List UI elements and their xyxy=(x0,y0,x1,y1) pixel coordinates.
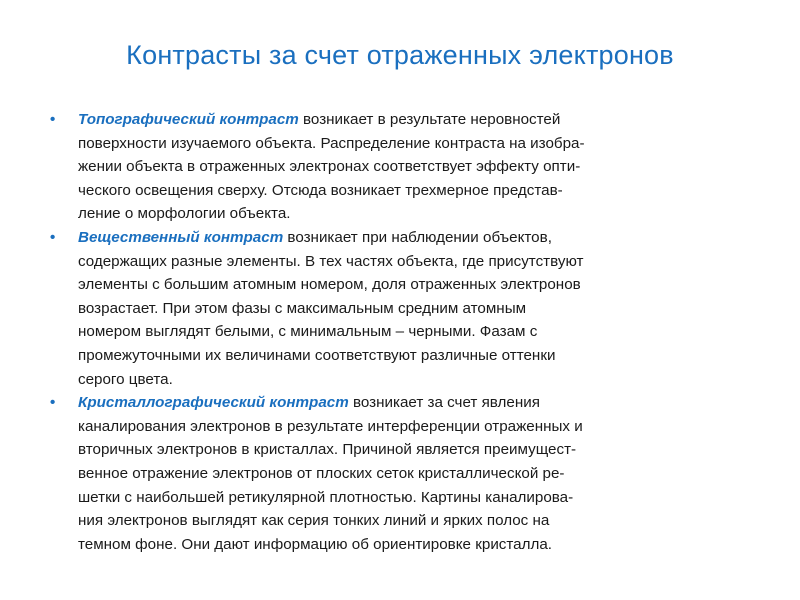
bullet-dot-icon: • xyxy=(50,394,56,412)
bullet-line: шетки с наибольшей ретикулярной плотностью. Картины каналирова- xyxy=(78,488,574,506)
bullet-line: серого цвета. xyxy=(78,370,173,388)
bullet-line: содержащих разные элементы. В тех частях объекта, где присутствуют xyxy=(78,252,584,270)
term-topographic: Топографический контраст xyxy=(78,111,299,128)
term-crystallographic: Кристаллографический контраст xyxy=(78,394,349,412)
term-material: Вещественный контраст xyxy=(78,228,284,246)
bullet-line xyxy=(78,108,760,132)
bullet-line: жении объекта в отраженных электронах соответствует эффекту опти- xyxy=(78,158,581,176)
slide-title: Контрасты за счет отраженных электронов xyxy=(126,40,674,70)
bullet-line: венное отражение электронов от плоских сеток кристаллической ре- xyxy=(78,464,565,482)
bullet-line: темном фоне. Они дают информацию об ориентировке кристалла. xyxy=(78,535,553,553)
bullet-line: каналирования электронов в результате интерференции отраженных и xyxy=(78,417,583,435)
bullet-text: возникает в результате неровностей xyxy=(298,111,561,128)
bullet-line: вторичных электронов в кристаллах. Причиной является преимущест- xyxy=(78,441,577,459)
bullet-line: возрастает. При этом фазы с максимальным средним атомным xyxy=(78,299,527,317)
bullet-line: номером выглядят белыми, с минимальным – черными. Фазам с xyxy=(78,323,538,341)
bullet-line xyxy=(78,226,760,250)
bullet-item-topographic xyxy=(48,108,760,226)
bullet-dot-icon: • xyxy=(50,228,56,246)
bullet-text: возникает за счет явления xyxy=(348,394,540,412)
bullet-line: промежуточными их величинами соответствуют различные оттенки xyxy=(78,346,556,364)
bullet-line: ческого освещения сверху. Отсюда возникает трехмерное представ- xyxy=(78,181,563,199)
bullet-dot-icon: • xyxy=(50,111,56,128)
bullet-line: поверхности изучаемого объекта. Распределение контраста на изобра- xyxy=(78,134,585,152)
bullet-text: возникает при наблюдении объектов, xyxy=(283,228,552,246)
bullet-line: ния электронов выглядят как серия тонких линий и ярких полос на xyxy=(78,512,550,530)
bullet-line: элементы с большим атомным номером, доля отраженных электронов xyxy=(78,276,581,294)
bullet-line: ление о морфологии объекта. xyxy=(78,205,291,223)
bullet-line xyxy=(78,391,760,415)
bullet-item-crystallographic xyxy=(48,391,760,556)
bullet-list xyxy=(48,108,760,556)
bullet-item-material xyxy=(48,226,760,391)
